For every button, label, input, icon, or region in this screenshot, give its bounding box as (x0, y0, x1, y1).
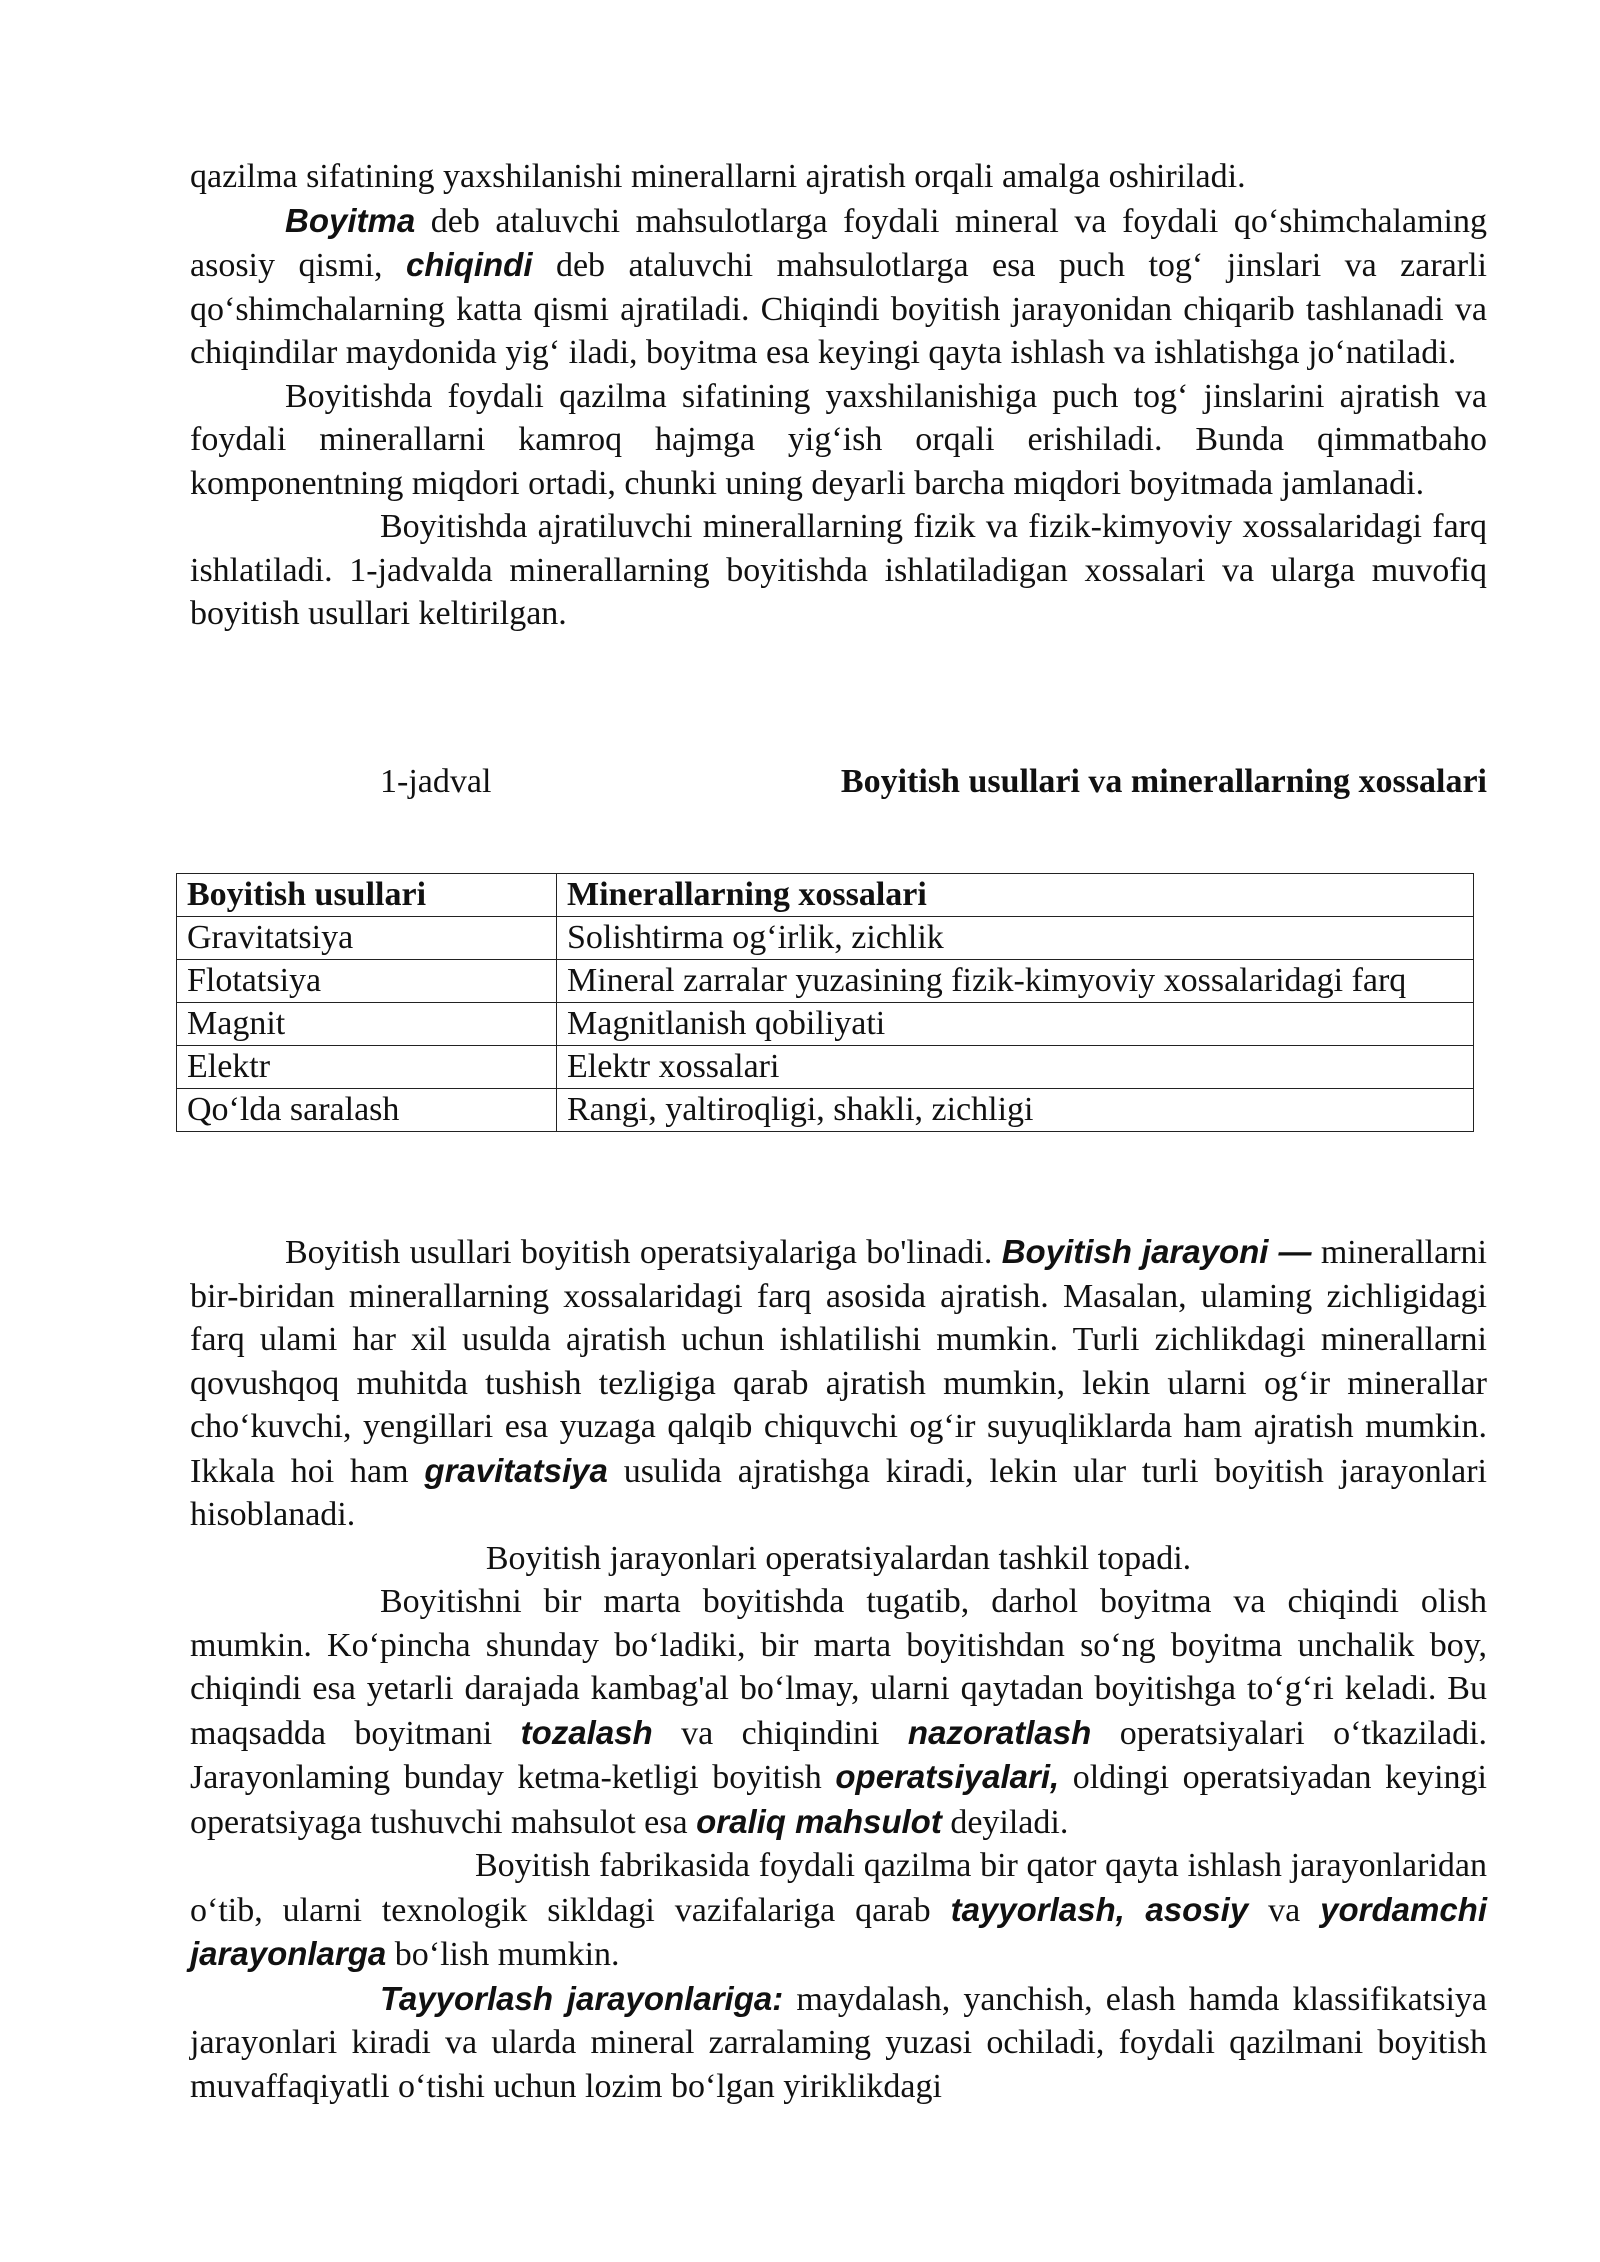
term-boyitish-jarayoni: Boyitish jarayoni — (1001, 1233, 1312, 1270)
table-cell: Qo‘lda saralash (177, 1089, 557, 1132)
main-text-block (190, 1230, 1487, 2108)
term-tayyorlash-jarayonlari: Tayyorlash jarayonlariga: (380, 1979, 784, 2017)
table-cell: Solishtirma og‘irlik, zichlik (557, 917, 1474, 960)
table-header-row (177, 874, 1474, 917)
term-chiqindi: chiqindi (406, 246, 533, 283)
properties-table (176, 873, 1474, 1132)
table-row (177, 917, 1474, 960)
term-operatsiyalari: operatsiyalari, (835, 1758, 1060, 1795)
table-row (177, 1089, 1474, 1132)
paragraph-8: Boyitish fabrikasida foydali qazilma bir qator qayta ishlash jarayonlaridan o‘tib, ularni texnologik sikldagi vazifalariga qarab tayyorlash, asosiy va yordamchi jarayonlarga bo‘lish mumkin. (190, 1847, 1487, 1973)
paragraph-6: Boyitish jarayonlari operatsiyalardan tashkil topadi. (485, 1539, 1192, 1577)
table-cell: Flotatsiya (177, 960, 557, 1003)
intro-text-block (190, 155, 1487, 636)
paragraph-9: Tayyorlash jarayonlariga: maydalash, yanchish, elash hamda klassifikatsiya jarayonlari kiradi va ularda mineral zarralaming yuzasi ochiladi, foydali qazilmani boyitish muvaffaqiyatli o‘tishi uchun lozim bo‘lgan yiriklikdagi (190, 1979, 1487, 2105)
header-cell: Boyitish usullari (177, 874, 557, 917)
header-cell: Minerallarning xossalari (557, 874, 1474, 917)
paragraph-7: Boyitishni bir marta boyitishda tugatib, darhol boyitma va chiqindi olish mumkin. Ko‘pincha shunday bo‘ladiki, bir marta boyitishdan so‘ng boyitma unchalik boy, chiqindi esa yetarli darajada kambag'al bo‘lmay, ularni qaytadan boyitishga to‘g‘ri keladi. Bu maqsadda boyitmani tozalash va chiqindini nazoratlash operatsiyalari o‘tkaziladi. Jarayonlaming bunday ketma-ketligi boyitish operatsiyalari, oldingi operatsiyadan keyingi operatsiyaga tushuvchi mahsulot esa oraliq mahsulot deyiladi. (190, 1583, 1488, 1841)
paragraph-5: Boyitish usullari boyitish operatsiyalariga bo'linadi. Boyitish jarayoni — minerallarni bir-biridan minerallarning xossalaridagi farq asosida ajratish. Masalan, ulaming zichligidagi farq ulami har xil usulda ajratish uchun ishlatilishi mumkin. Turli zichlikdagi minerallarni qovushqoq muhitda tushish tezligiga qarab ajratish mumkin, lekin ularni og‘ir minerallar cho‘kuvchi, yengillari esa yuzaga qalqib chiquvchi og‘ir suyuqliklarda ham ajratish mumkin. Ikkala hoi ham gravitatsiya usulida ajratishga kiradi, lekin ular turli boyitish jarayonlari hisoblanadi. (190, 1233, 1487, 1533)
paragraph-4: Boyitishda ajratiluvchi minerallarning fizik va fizik-kimyoviy xossalaridagi farq ishlatiladi. 1-jadvalda minerallarning boyitishda ishlatiladigan xossalari va ularga muvofiq boyitish usullari keltirilgan. (190, 508, 1487, 632)
term-tayyorlash-asosiy: tayyorlash, asosiy (950, 1890, 1249, 1928)
term-nazoratlash: nazoratlash (907, 1713, 1092, 1751)
table-cell: Rangi, yaltiroqligi, shakli, zichligi (557, 1089, 1474, 1132)
term-yordamchi-jarayonlar: yordamchi jarayonlarga (190, 1890, 1487, 1972)
table-row (177, 1046, 1474, 1089)
term-oraliq-mahsulot: oraliq mahsulot (696, 1802, 942, 1840)
table-caption-label: 1-jadval (380, 763, 492, 800)
table-cell: Magnit (177, 1003, 557, 1046)
table-cell: Magnitlanish qobiliyati (557, 1003, 1474, 1046)
table-row (177, 1003, 1474, 1046)
paragraph-3: Boyitishda foydali qazilma sifatining yaxshilanishiga puch tog‘ jinslarini ajratish va foydali minerallarni kamroq hajmga yig‘ish orqali erishiladi. Bunda qimmatbaho komponentning miqdori ortadi, chunki uning deyarli barcha miqdori boyitmada jamlanadi. (190, 377, 1487, 502)
term-boyitma: Boyitma (285, 201, 416, 239)
table-cell: Elektr (177, 1046, 557, 1089)
term-gravitatsiya: gravitatsiya (424, 1451, 608, 1489)
table-cell: Gravitatsiya (177, 917, 557, 960)
paragraph-2: Boyitma deb ataluvchi mahsulotlarga foydali mineral va foydali qo‘shimchalaming asosiy qismi, chiqindi deb ataluvchi mahsulotlarga esa puch tog‘ jinslari va zararli qo‘shimchalarning katta qismi ajratiladi. Chiqindi boyitish jarayonidan chiqarib tashlanadi va chiqindilar maydonida yig‘ iladi, boyitma esa keyingi qayta ishlash va ishlatishga jo‘natiladi. (190, 201, 1487, 371)
table-caption-title: Boyitish usullari va minerallarning xossalari (840, 763, 1487, 800)
table-cell: Mineral zarralar yuzasining fizik-kimyoviy xossalaridagi farq (557, 960, 1474, 1003)
table-caption (190, 760, 1487, 804)
table-cell: Elektr xossalari (557, 1046, 1474, 1089)
paragraph-1: qazilma sifatining yaxshilanishi minerallarni ajratish orqali amalga oshiriladi. (190, 158, 1246, 195)
term-tozalash: tozalash (520, 1713, 653, 1751)
table-row (177, 960, 1474, 1003)
